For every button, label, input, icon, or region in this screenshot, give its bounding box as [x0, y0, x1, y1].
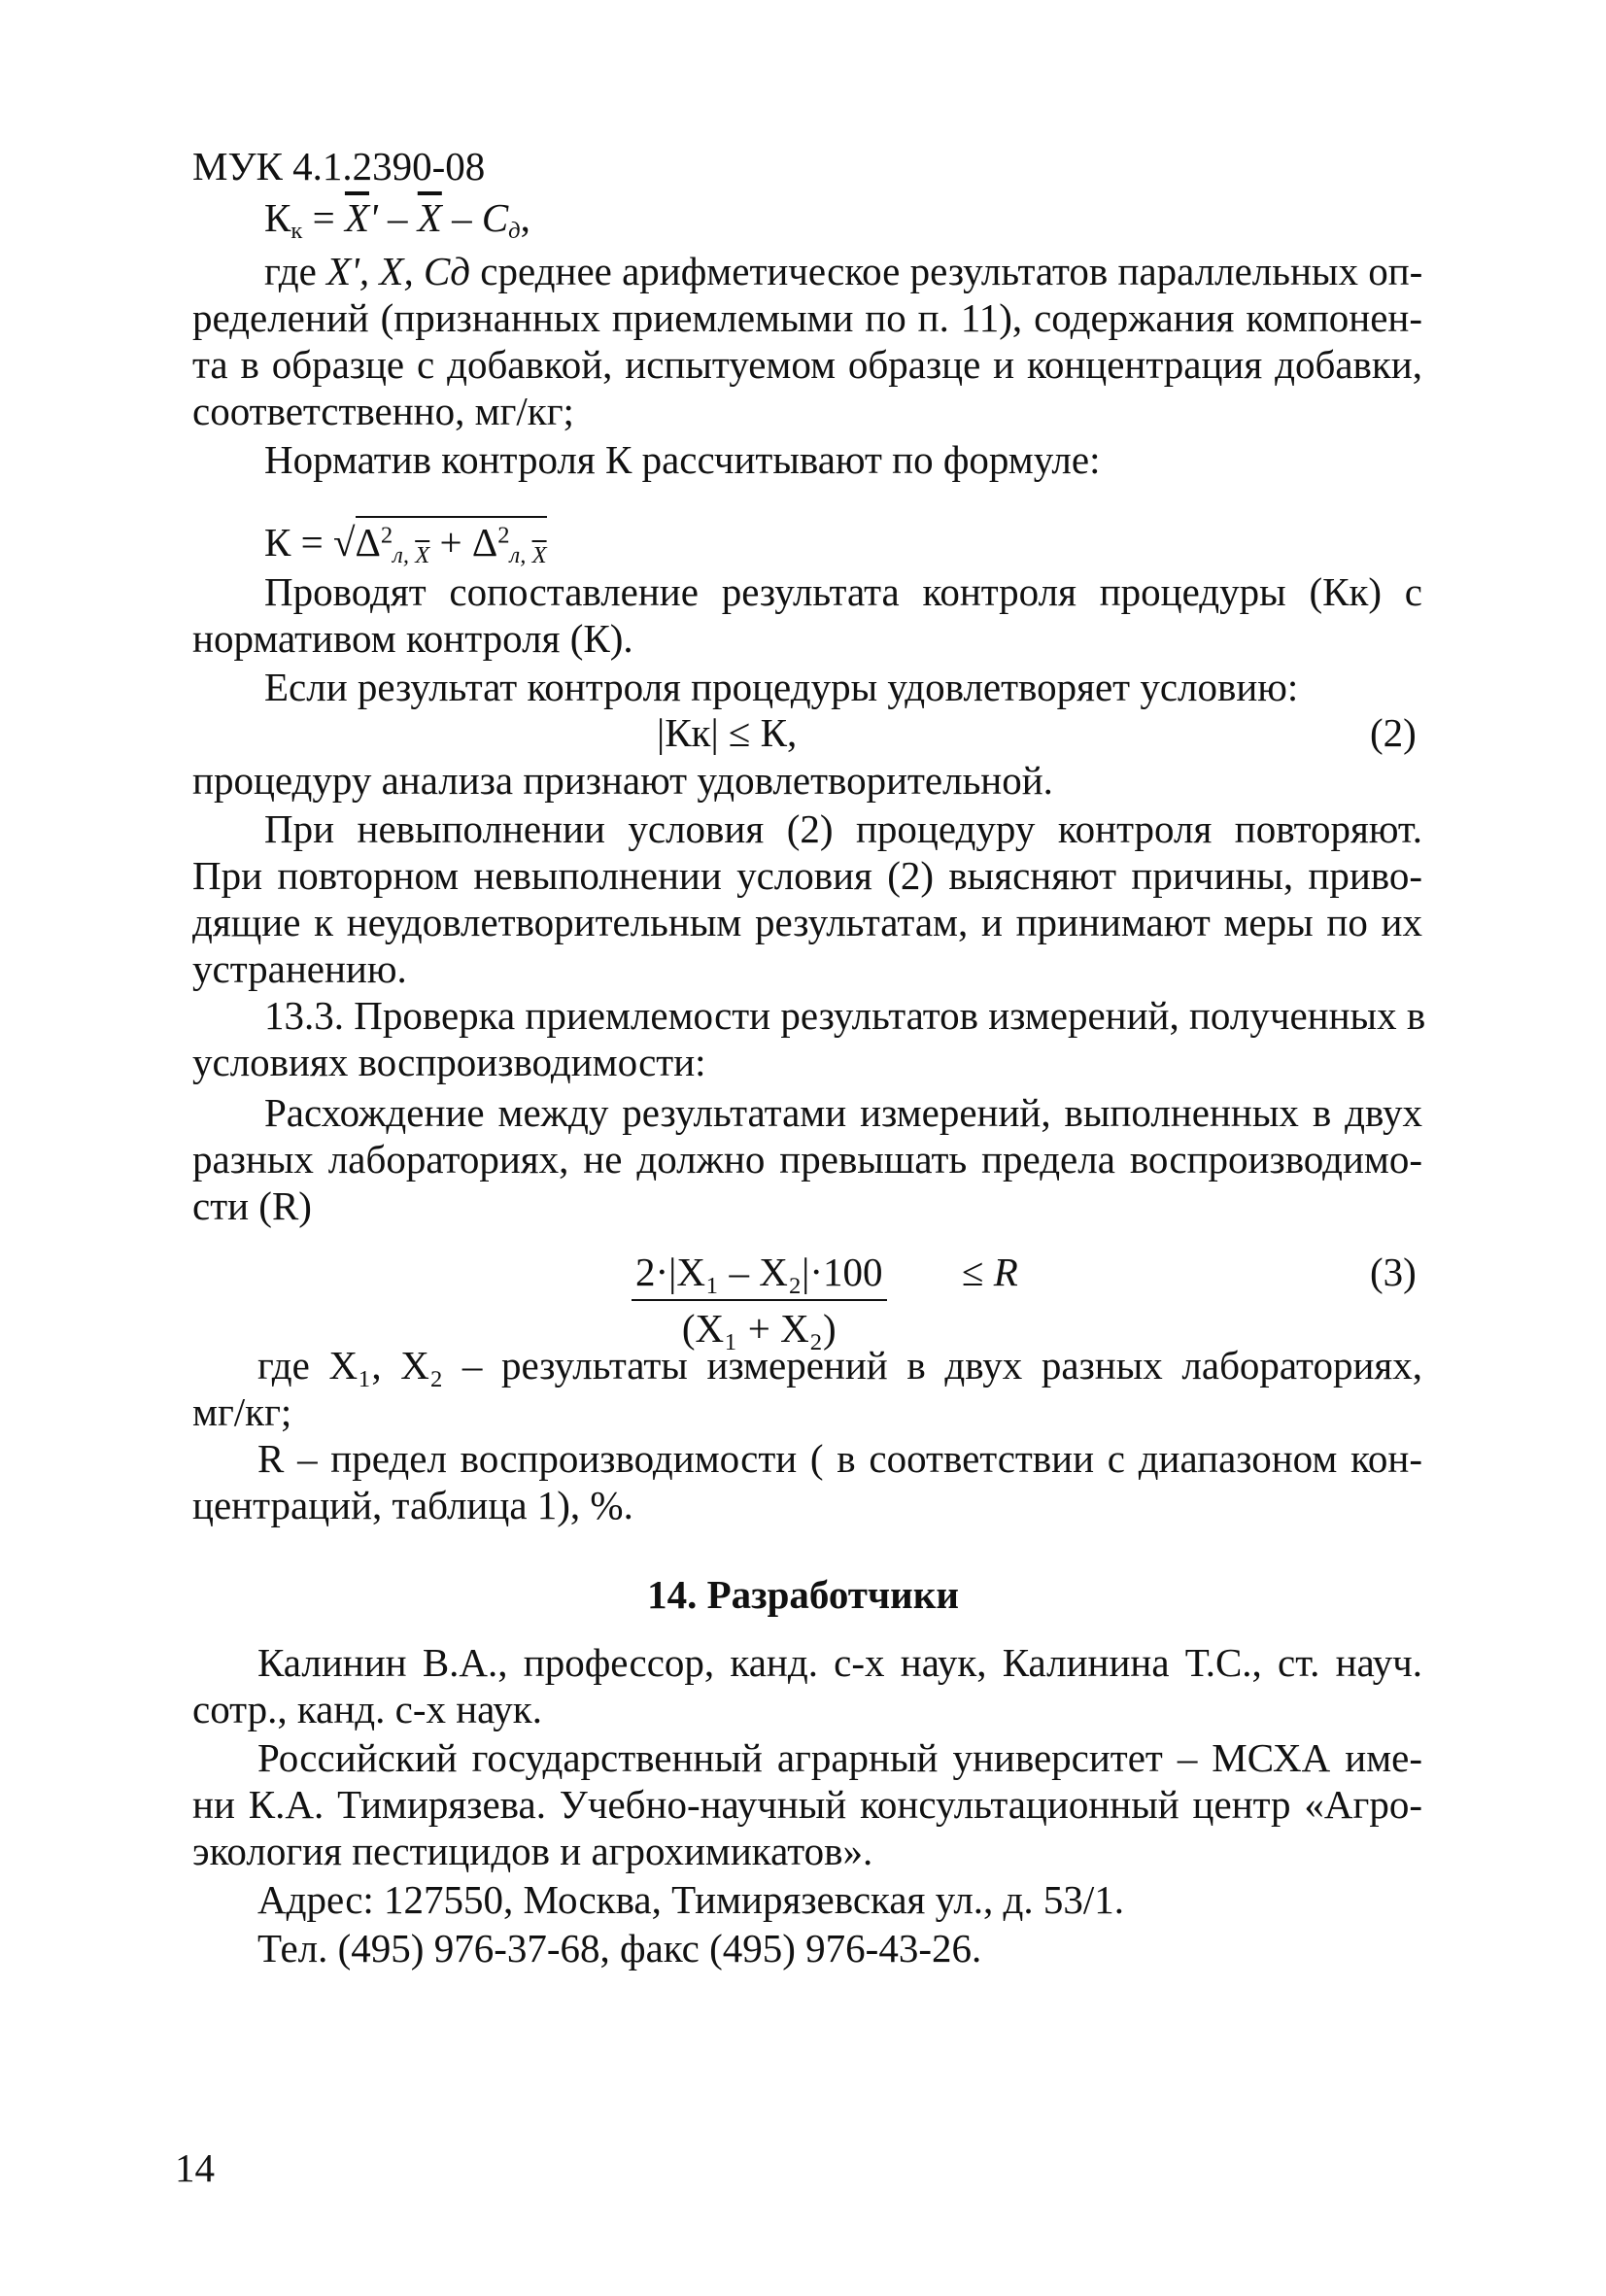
formula-number-3: (3): [1370, 1250, 1417, 1294]
formula-number-2: (2): [1370, 710, 1417, 755]
paragraph-line: Расхождение между результатами измерений, выполненных в двух: [264, 1090, 1422, 1135]
paragraph-line: мг/кг;: [192, 1389, 292, 1434]
developers-line: сотр., канд. с-х наук.: [192, 1687, 542, 1731]
page-number: 14: [175, 2145, 215, 2190]
paragraph-line: условиях воспроизводимости:: [192, 1040, 706, 1084]
where-line-1: где X', X, Cд среднее арифметическое результатов параллельных оп-: [264, 249, 1423, 293]
paragraph-line: дящие к неудовлетворительным результатам, и принимают меры по их: [192, 900, 1422, 944]
formula-k: $К = √\Delta^2_{л,}$ $_{\overline{X}} + \Delta^2_{л,}$ $_{\overline{X}}$: [264, 519, 547, 569]
developers-line: Российский государственный аграрный университет – МСХА име-: [257, 1735, 1422, 1780]
paragraph-line: 13.3. Проверка приемлемости результатов измерений, полученных в: [264, 993, 1426, 1038]
paragraph-line: процедуру анализа признают удовлетворительной.: [192, 758, 1053, 803]
developers-line: Калинин В.А., профессор, канд. с-х наук, Калинина Т.С., ст. науч.: [257, 1640, 1422, 1685]
where-line-2: ределений (признанных приемлемыми по п. 11), содержания компонен-: [192, 295, 1422, 340]
paragraph-line: Если результат контроля процедуры удовлетворяет условию:: [264, 665, 1299, 709]
paragraph-line: сти (R): [192, 1183, 312, 1228]
developers-address: Адрес: 127550, Москва, Тимирязевская ул., д. 53/1.: [257, 1877, 1125, 1922]
paragraph-line: устранению.: [192, 946, 407, 991]
paragraph-line: разных лабораториях, не должно превышать предела воспроизводимо-: [192, 1137, 1422, 1182]
formula-condition-3: ≤ R: [962, 1250, 1018, 1294]
formula-kk: $К_к = \overline{X}' - \overline{X} - C_д$,: [264, 195, 530, 244]
section-title: 14. Разработчики: [647, 1572, 959, 1617]
paragraph-line: Проводят сопоставление результата контроля процедуры (Кк) с: [264, 569, 1422, 614]
document-code: МУК 4.1.2390-08: [192, 144, 486, 188]
fraction-numerator: 2·|X₁ – X₂|·100: [632, 1249, 887, 1301]
formula-fraction-3: [632, 1249, 887, 1352]
formula-condition-2: |Кк| ≤ К,: [657, 710, 798, 755]
paragraph-line: При невыполнении условия (2) процедуру контроля повторяют.: [264, 806, 1422, 851]
paragraph-line: При повторном невыполнении условия (2) выясняют причины, приво-: [192, 853, 1422, 898]
developers-line: ни К.А. Тимирязева. Учебно-научный консультационный центр «Агро-: [192, 1782, 1422, 1827]
paragraph-line: R – предел воспроизводимости ( в соответствии с диапазоном кон-: [257, 1436, 1422, 1481]
paragraph-line: нормативом контроля (К).: [192, 616, 633, 661]
where-line-3: та в образце с добавкой, испытуемом образце и концентрация добавки,: [192, 342, 1422, 387]
where-line-4: соответственно, мг/кг;: [192, 389, 574, 433]
paragraph-line: центраций, таблица 1), %.: [192, 1483, 633, 1527]
fraction-denominator: (X₁ + X₂): [681, 1306, 837, 1351]
developers-phone: Тел. (495) 976-37-68, факс (495) 976-43-26.: [257, 1926, 982, 1970]
paragraph-line: Норматив контроля К рассчитывают по формуле:: [264, 437, 1101, 482]
paragraph-line: где X₁, X₂ – результаты измерений в двух разных лабораториях,: [257, 1343, 1422, 1388]
developers-line: экология пестицидов и агрохимикатов».: [192, 1829, 873, 1873]
